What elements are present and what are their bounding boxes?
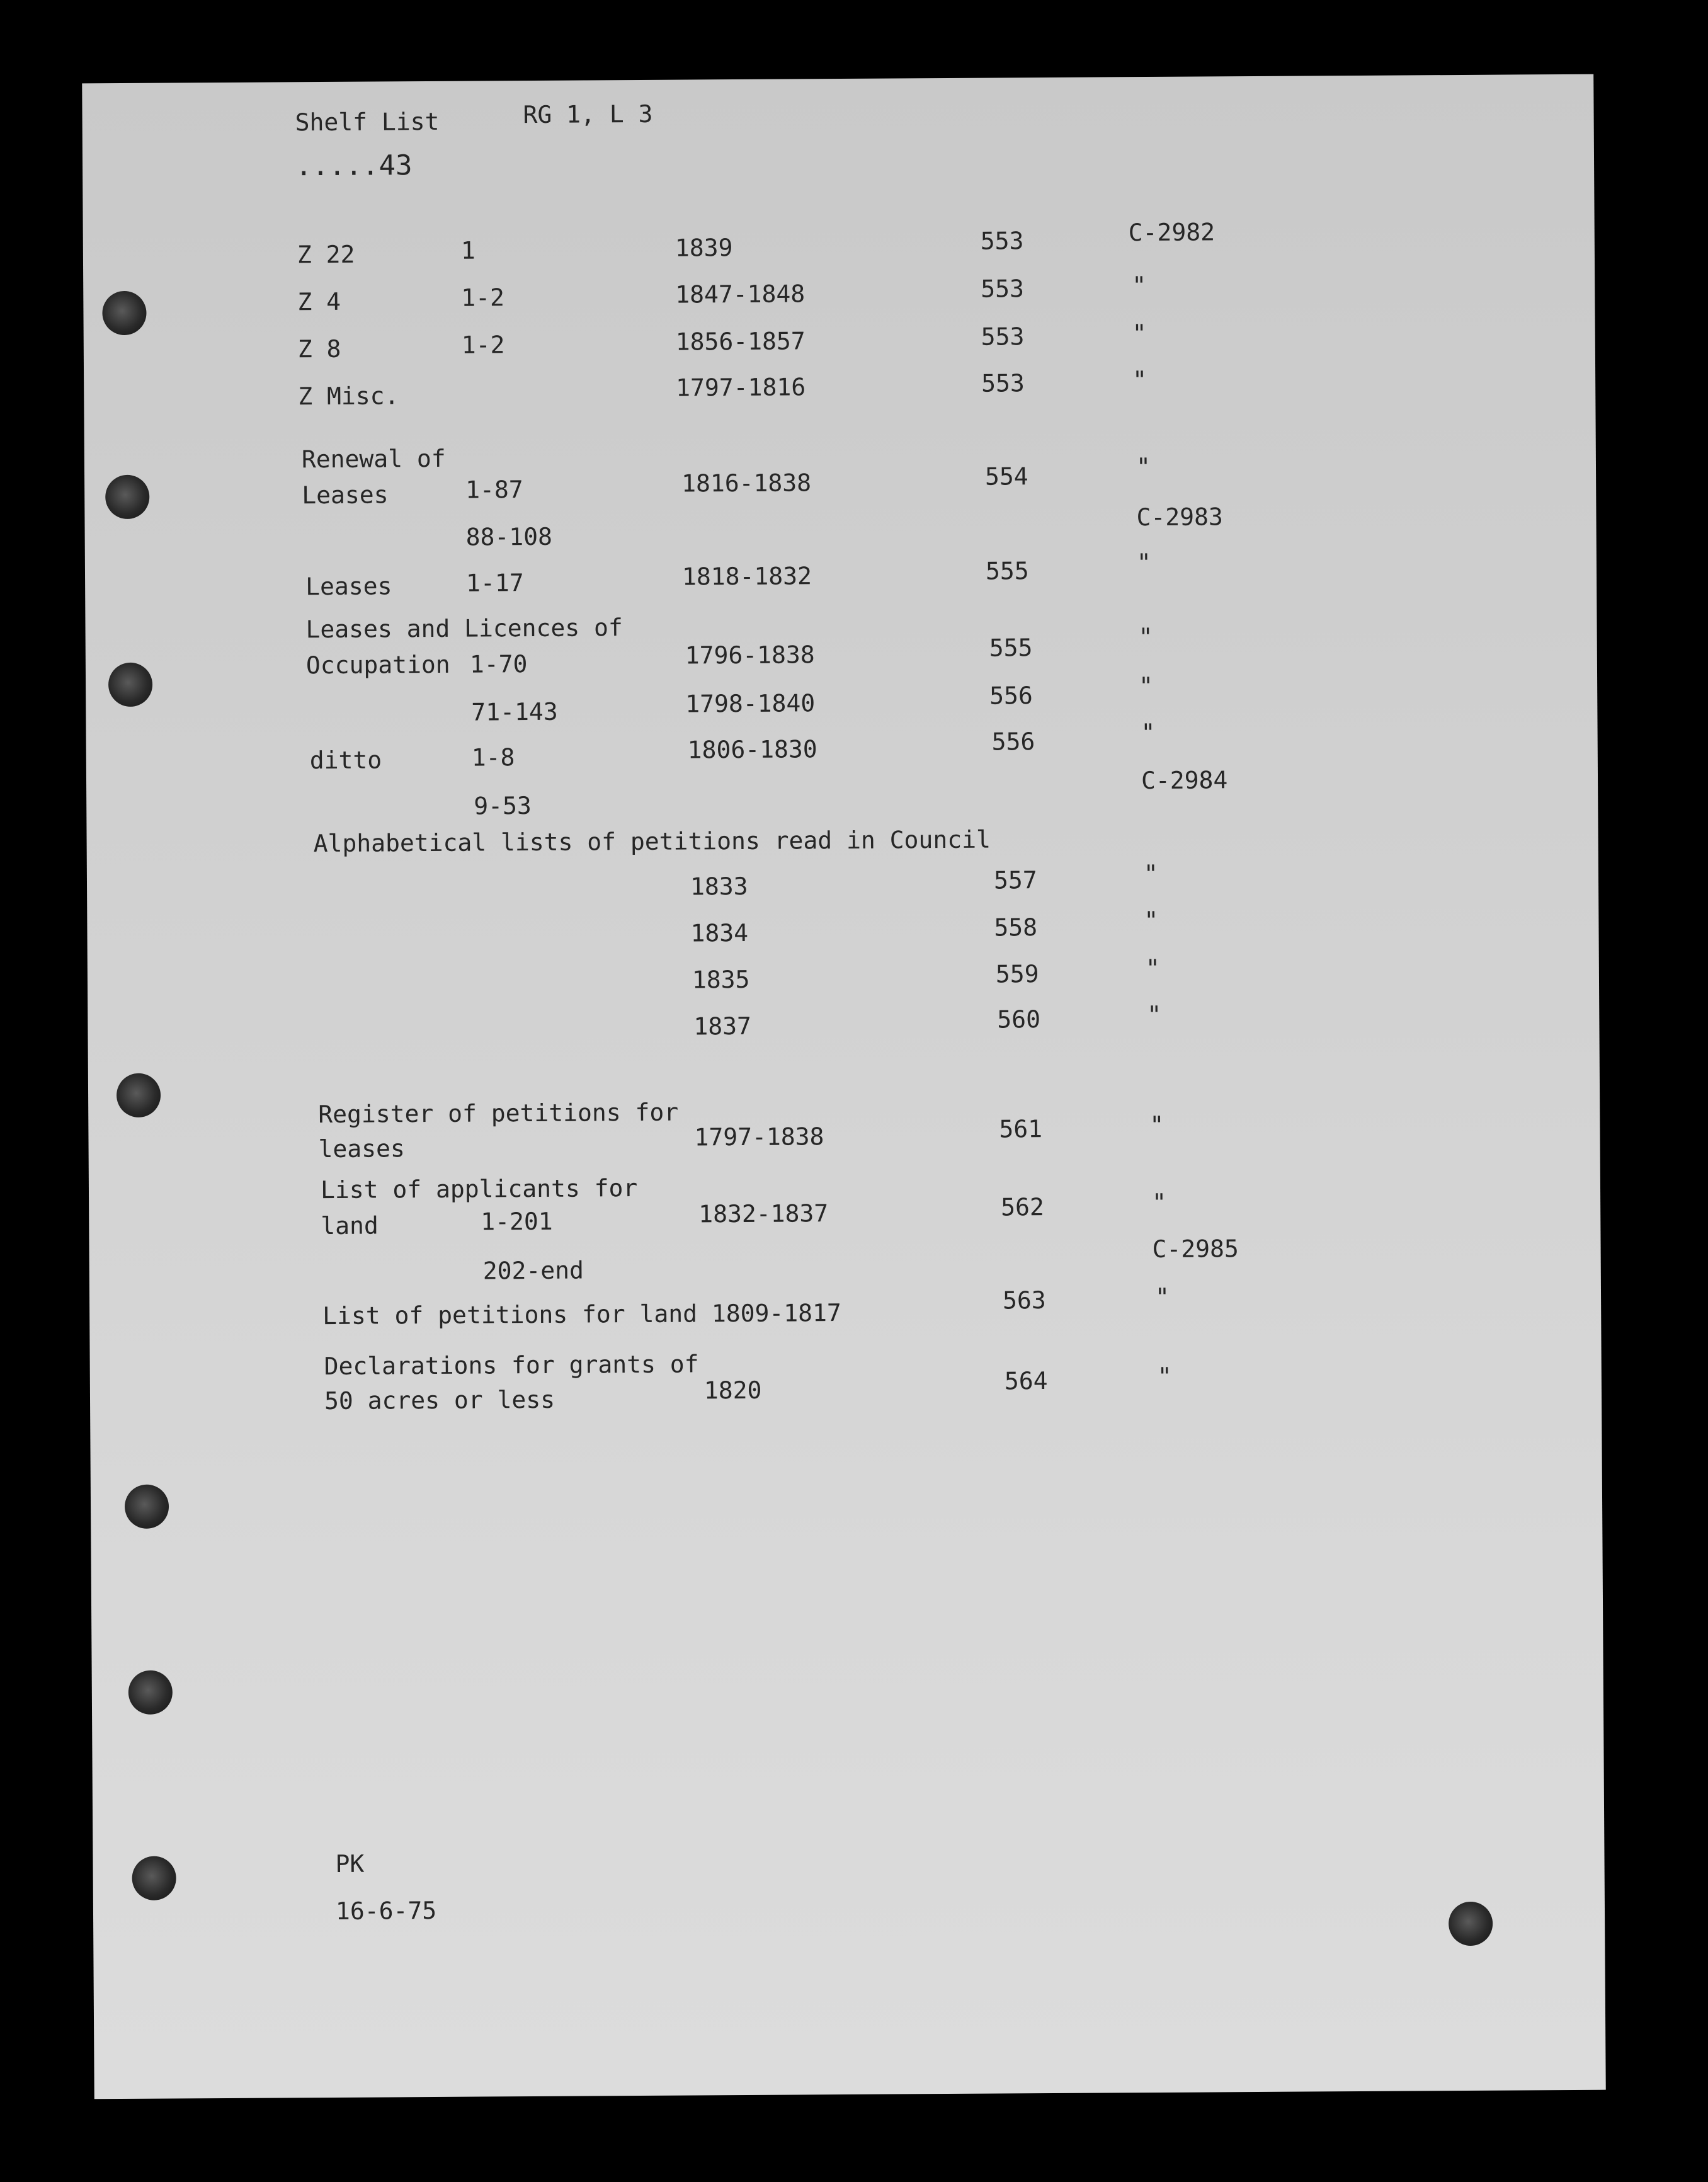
row-dates: 1797-1816 xyxy=(676,373,806,402)
row-dates: 1796-1838 xyxy=(685,641,815,670)
row-film: " xyxy=(1147,1000,1162,1029)
row-volume: 558 xyxy=(994,913,1038,942)
footer-date: 16-6-75 xyxy=(335,1896,437,1925)
row-film: " xyxy=(1149,1111,1164,1140)
row-label-line-2: Leases xyxy=(302,481,389,510)
row-range: 1-2 xyxy=(461,331,505,359)
row-dates: 1835 xyxy=(692,965,750,994)
row-film: " xyxy=(1136,549,1151,577)
row-volume: 563 xyxy=(1002,1286,1046,1315)
row-range: 9-53 xyxy=(474,792,532,820)
row-volume: 553 xyxy=(980,227,1024,255)
row-film: " xyxy=(1138,622,1153,651)
row-range: 1-2 xyxy=(461,283,505,312)
row-volume: 564 xyxy=(1004,1367,1048,1395)
row-dates: 1839 xyxy=(675,234,733,262)
punch-hole-icon xyxy=(117,1073,161,1117)
row-label-line-1: Leases and Licences of xyxy=(305,614,623,644)
row-film: " xyxy=(1132,319,1147,348)
row-film: " xyxy=(1143,859,1158,888)
row-dates: 1833 xyxy=(690,872,748,901)
row-dates: 1856-1857 xyxy=(675,327,806,356)
row-range: 1-87 xyxy=(465,476,523,504)
row-dates: 1837 xyxy=(693,1012,752,1041)
row-film: " xyxy=(1138,671,1154,700)
row-film: C-2982 xyxy=(1128,218,1216,247)
row-label: Z 22 xyxy=(297,240,355,269)
row-range: 202-end xyxy=(482,1256,584,1285)
row-dates: 1834 xyxy=(690,918,749,947)
row-range: 1-201 xyxy=(481,1207,553,1236)
row-dates: 1820 xyxy=(703,1376,762,1405)
row-volume: 560 xyxy=(997,1005,1041,1034)
row-volume: 557 xyxy=(993,866,1037,894)
row-label: Leases xyxy=(305,572,392,601)
header-reference: RG 1, L 3 xyxy=(523,100,653,129)
row-film: " xyxy=(1151,1188,1167,1217)
row-label-line-1: List of applicants for xyxy=(320,1174,638,1204)
row-label: List of petitions for land 1809-1817 xyxy=(322,1299,841,1330)
footer-initials: PK xyxy=(335,1849,365,1878)
punch-hole-icon xyxy=(1449,1902,1493,1946)
row-range: 1 xyxy=(460,236,475,265)
row-label-line-1: Renewal of xyxy=(301,444,446,474)
row-volume: 554 xyxy=(984,462,1028,491)
punch-hole-icon xyxy=(105,475,149,519)
row-dates: 1847-1848 xyxy=(675,280,806,309)
punch-hole-icon xyxy=(108,663,152,707)
row-volume: 555 xyxy=(989,634,1033,662)
punch-hole-icon xyxy=(128,1671,173,1715)
section-heading: Alphabetical lists of petitions read in Council xyxy=(313,825,991,858)
row-volume: 559 xyxy=(995,960,1039,988)
row-label: ditto xyxy=(309,746,382,775)
page-number: .....43 xyxy=(295,149,413,183)
row-dates: 1818-1832 xyxy=(681,562,812,591)
row-volume: 561 xyxy=(999,1115,1043,1143)
row-range: 71-143 xyxy=(471,697,558,726)
header-title: Shelf List xyxy=(295,107,440,137)
row-label-line-1: Declarations for grants of xyxy=(324,1350,699,1381)
row-dates: 1832-1837 xyxy=(698,1199,829,1228)
row-volume: 553 xyxy=(981,323,1025,351)
row-volume: 556 xyxy=(989,682,1033,710)
row-film: " xyxy=(1132,271,1147,300)
row-dates: 1806-1830 xyxy=(687,735,817,764)
row-film: " xyxy=(1144,906,1159,935)
row-label-line-2: 50 acres or less xyxy=(324,1385,555,1415)
row-dates: 1816-1838 xyxy=(681,469,812,498)
row-dates: 1797-1838 xyxy=(694,1122,824,1151)
row-range: 1-8 xyxy=(471,743,515,772)
row-film: " xyxy=(1157,1362,1172,1390)
row-film: " xyxy=(1132,366,1147,394)
row-film: " xyxy=(1141,718,1156,747)
row-range: 1-17 xyxy=(465,569,524,597)
punch-hole-icon xyxy=(125,1485,169,1529)
row-label-line-1: Register of petitions for xyxy=(318,1098,679,1129)
row-volume: 553 xyxy=(981,275,1025,303)
punch-hole-icon xyxy=(132,1856,176,1900)
row-label: Z 8 xyxy=(297,334,341,363)
row-label-line-2: leases xyxy=(318,1134,406,1163)
row-range: 1-70 xyxy=(469,650,528,678)
row-dates: 1798-1840 xyxy=(685,689,816,718)
row-range: 88-108 xyxy=(465,522,553,551)
punch-hole-icon xyxy=(102,291,146,335)
row-volume: 562 xyxy=(1001,1193,1044,1221)
row-film: C-2984 xyxy=(1141,766,1228,795)
row-label-line-2: land xyxy=(321,1211,379,1240)
row-film: " xyxy=(1145,954,1160,983)
row-film: " xyxy=(1136,453,1151,481)
row-volume: 555 xyxy=(985,557,1029,585)
row-volume: 553 xyxy=(981,369,1025,397)
row-label: Z Misc. xyxy=(298,382,399,411)
row-volume: 556 xyxy=(991,728,1035,756)
row-film: C-2983 xyxy=(1136,503,1223,532)
row-film: " xyxy=(1154,1282,1170,1311)
row-label: Z 4 xyxy=(297,287,341,316)
document-page xyxy=(82,74,1606,2099)
row-film: C-2985 xyxy=(1152,1235,1239,1264)
row-label-line-2: Occupation xyxy=(305,650,450,680)
